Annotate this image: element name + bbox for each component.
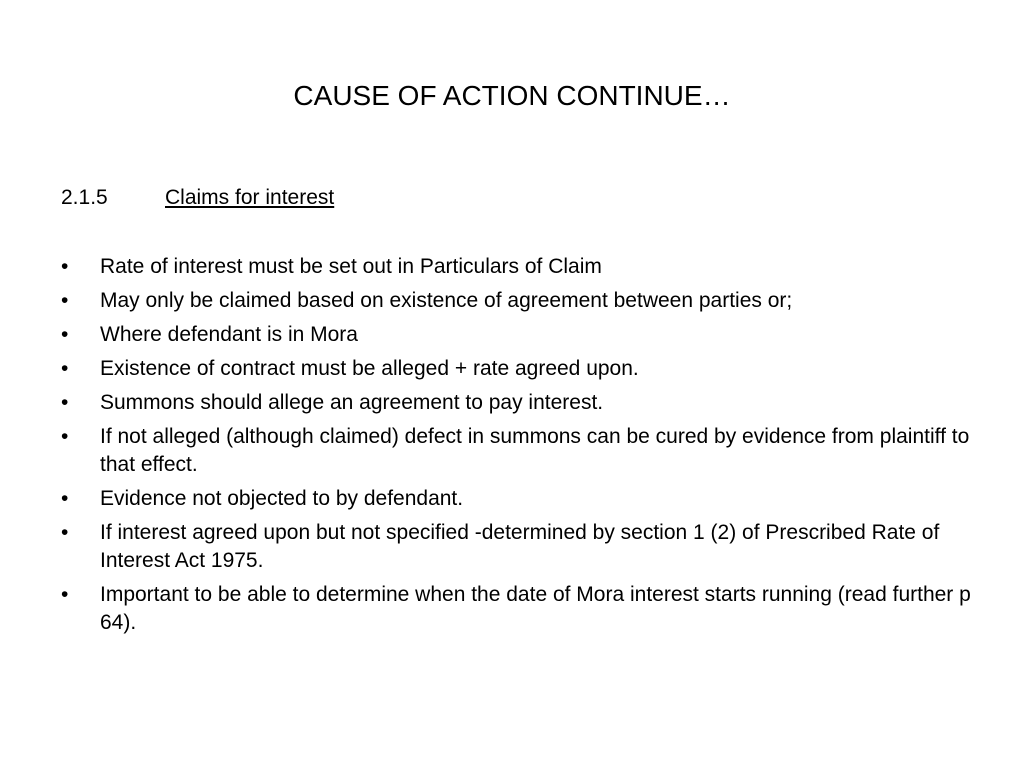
bullet-icon: • — [61, 289, 69, 312]
bullet-item — [61, 423, 981, 479]
bullet-icon: • — [61, 487, 69, 510]
bullet-item — [61, 485, 981, 513]
bullet-text: Existence of contract must be alleged + rate agreed upon. — [100, 357, 639, 380]
bullet-item — [61, 581, 981, 637]
section-title: Claims for interest — [165, 186, 335, 209]
bullet-text: Important to be able to determine when the date of Mora interest starts running (read further p 64). — [100, 583, 971, 634]
bullet-icon: • — [61, 255, 69, 278]
bullet-icon: • — [61, 583, 69, 606]
bullet-text: If not alleged (although claimed) defect in summons can be cured by evidence from plaintiff to that effect. — [100, 425, 970, 476]
bullet-list — [61, 253, 981, 643]
bullet-item — [61, 355, 981, 383]
bullet-item — [61, 389, 981, 417]
bullet-icon: • — [61, 425, 69, 448]
bullet-item — [61, 321, 981, 349]
slide-title: CAUSE OF ACTION CONTINUE… — [293, 80, 731, 111]
bullet-text: Summons should allege an agreement to pay interest. — [100, 391, 604, 414]
bullet-text: May only be claimed based on existence of agreement between parties or; — [100, 289, 793, 312]
bullet-item — [61, 519, 981, 575]
bullet-text: Rate of interest must be set out in Particulars of Claim — [100, 255, 602, 278]
bullet-icon: • — [61, 323, 69, 346]
bullet-item — [61, 287, 981, 315]
bullet-text: Evidence not objected to by defendant. — [100, 487, 464, 510]
bullet-text: Where defendant is in Mora — [100, 323, 358, 346]
bullet-icon: • — [61, 391, 69, 414]
bullet-text: If interest agreed upon but not specified -determined by section 1 (2) of Prescribed Rate of Interest Act 1975. — [100, 521, 940, 572]
section-heading — [61, 184, 334, 212]
bullet-icon: • — [61, 357, 69, 380]
bullet-icon: • — [61, 521, 69, 544]
section-number: 2.1.5 — [61, 186, 108, 209]
bullet-item — [61, 253, 981, 281]
